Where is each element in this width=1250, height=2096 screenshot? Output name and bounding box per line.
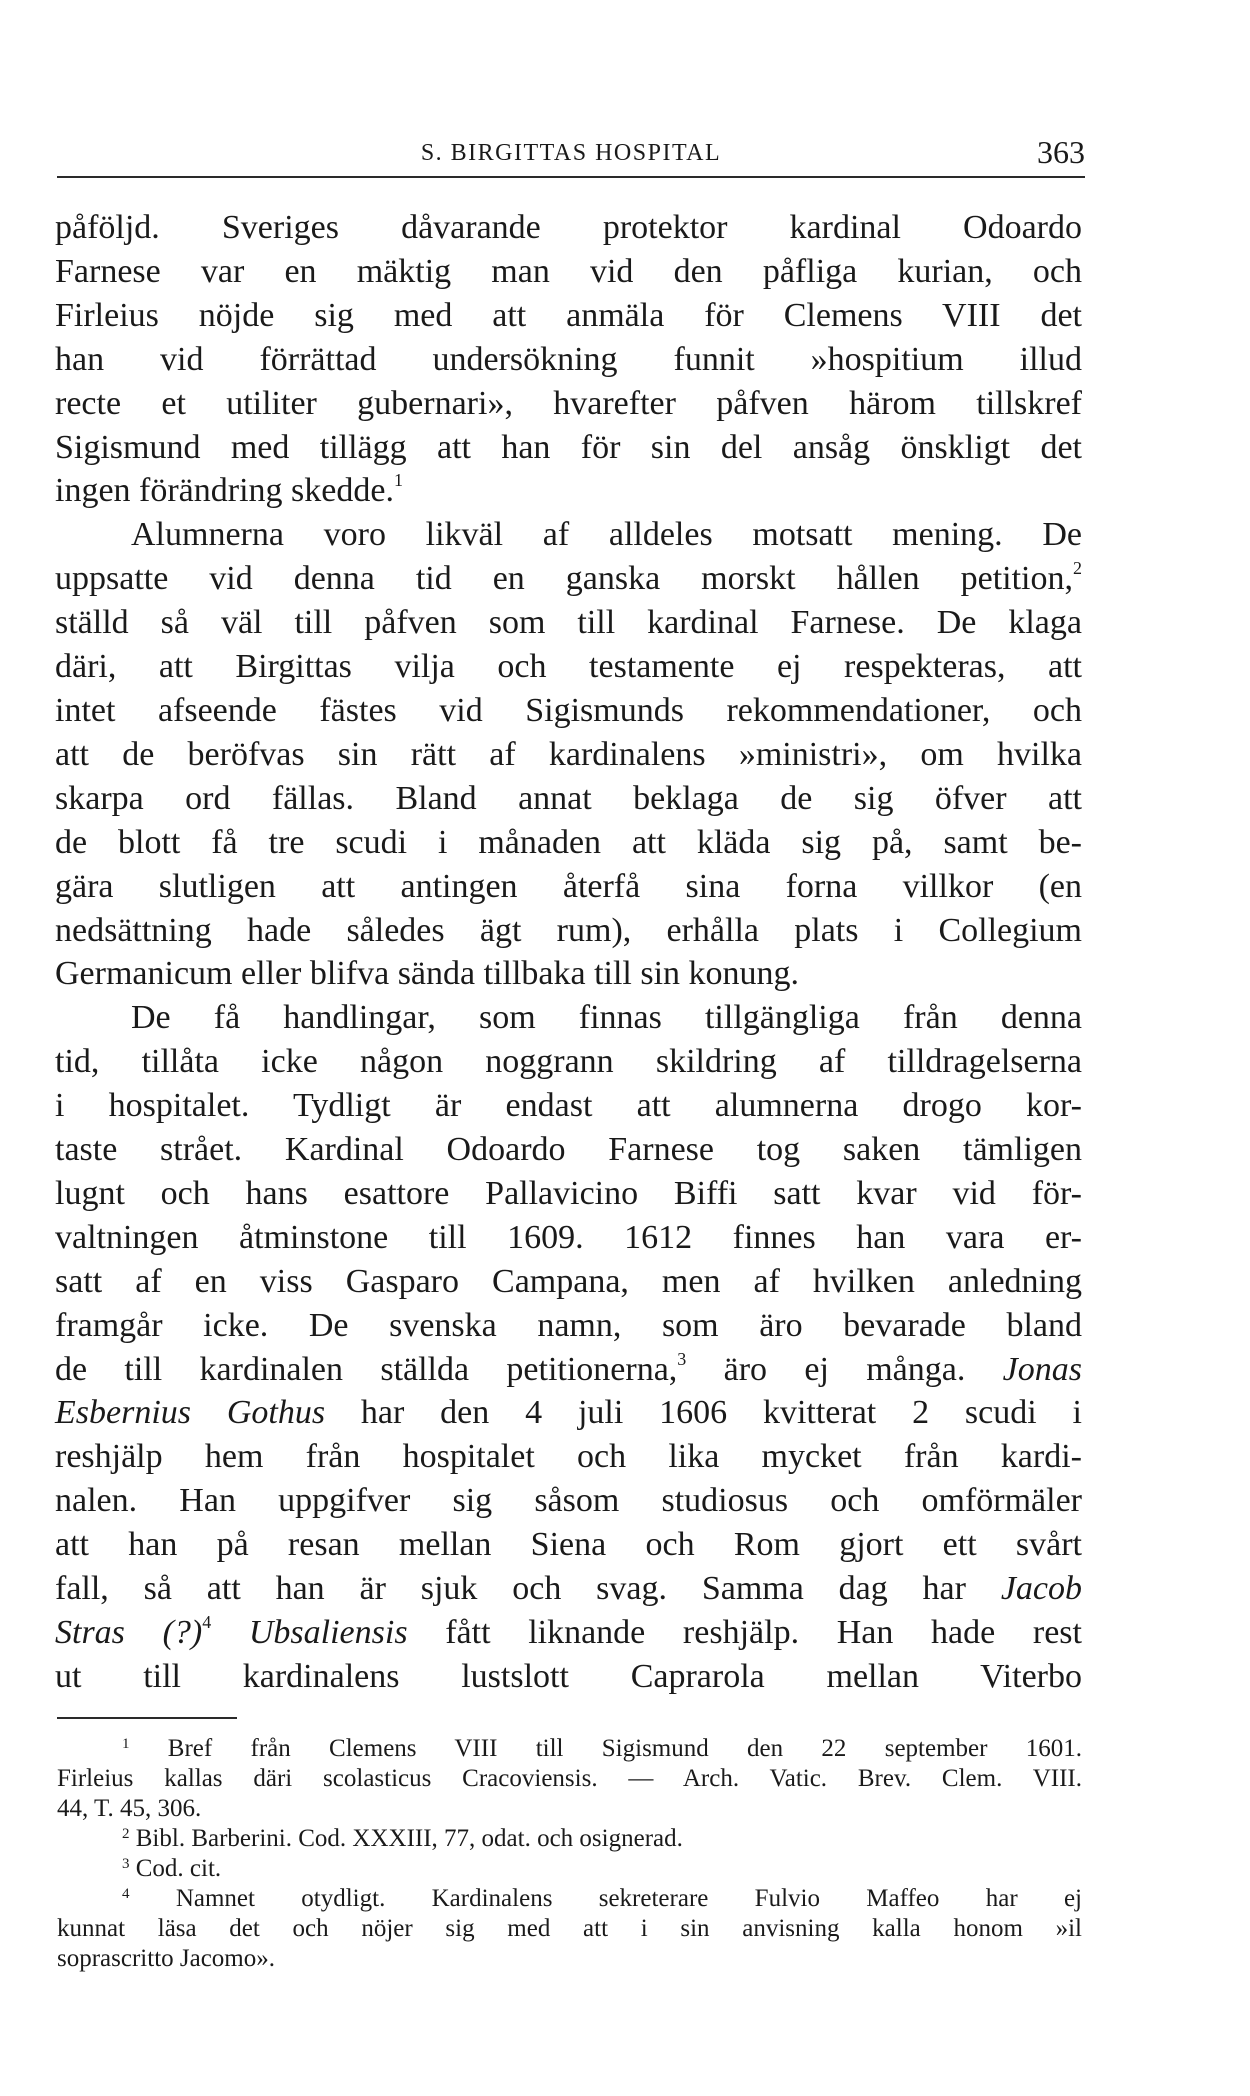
text-run: fått liknande reshjälp. Han hade rest (407, 1614, 1082, 1651)
footnote-mark: 3 (122, 1856, 130, 1872)
text-line (55, 1611, 1082, 1655)
text-line (55, 1567, 1082, 1611)
italic-name: Esbernius Gothus (55, 1394, 326, 1432)
text-line: att han på resan mellan Siena och Rom gjort ett svårt (55, 1526, 1082, 1564)
text-line: intet afseende fästes vid Sigismunds rekommendationer, och (55, 691, 1082, 729)
footnote-mark: 1 (122, 1736, 130, 1752)
page-number: 363 (1037, 134, 1085, 170)
footnote-4 (57, 1884, 1082, 1974)
text-line: framgår icke. De svenska namn, som äro bevarade bland (55, 1306, 1082, 1344)
italic-name: Stras (?) (55, 1614, 203, 1651)
text-run: Cod. cit. (135, 1855, 222, 1882)
text-line: skarpa ord fällas. Bland annat beklaga de sig öfver att (55, 779, 1082, 817)
text-run: ingen förändring skedde. (55, 472, 394, 510)
text-line: påföljd. Sveriges dåvarande protektor kardinal Odoardo (55, 209, 1082, 246)
text-line (55, 1348, 1082, 1392)
paragraph-1 (55, 206, 1082, 513)
text-line: tid, tillåta icke någon noggrann skildring af tilldragelserna (55, 1043, 1082, 1081)
paragraph-3 (55, 996, 1082, 1699)
text-line: lugnt och hans esattore Pallavicino Biffi satt kvar vid för- (55, 1174, 1082, 1212)
footnote-2 (57, 1824, 1082, 1854)
text-line (55, 557, 1082, 601)
footnote-line (57, 1824, 1082, 1854)
text-line: satt af en viss Gasparo Campana, men af hvilken anledning (55, 1262, 1082, 1300)
text-line: taste strået. Kardinal Odoardo Farnese tog saken tämligen (55, 1131, 1082, 1169)
text-line: De få handlingar, som finnas tillgängliga från denna (131, 999, 1082, 1037)
text-line: Sigismund med tillägg att han för sin del ansåg önskligt det (55, 428, 1082, 466)
text-line: Firleius nöjde sig med att anmäla för Clemens VIII det (55, 296, 1082, 334)
text-line: reshjälp hem från hospitalet och lika mycket från kardi- (55, 1438, 1082, 1476)
running-title: S. BIRGITTAS HOSPITAL (420, 140, 722, 166)
footnote-1 (57, 1734, 1082, 1824)
text-line: däri, att Birgittas vilja och testamente ej respekteras, att (55, 648, 1082, 686)
text-line: han vid förrättad undersökning funnit »hospitium illud (55, 340, 1082, 378)
text-run: Bref från Clemens VIII till Sigismund den 22 september 1601. (167, 1735, 1082, 1762)
footnote-line: 44, T. 45, 306. (57, 1795, 202, 1822)
footnote-line (57, 1884, 1082, 1914)
text-run: Bibl. Barberini. Cod. XXXIII, 77, odat. och osignerad. (135, 1825, 683, 1852)
text-line: gära slutligen att antingen återfå sina forna villkor (en (55, 867, 1082, 905)
text-line (55, 1391, 1082, 1435)
footnote-reference: 1 (393, 470, 403, 491)
text-run: äro ej många. (686, 1350, 1003, 1388)
text-line: de blott få tre scudi i månaden att kläda sig på, samt be- (55, 823, 1082, 861)
text-run: de till kardinalen ställda petitionerna, (55, 1350, 678, 1388)
italic-name: Jacob (1000, 1570, 1082, 1608)
text-line: Alumnerna voro likväl af alldeles motsatt mening. De (131, 516, 1082, 554)
italic-name: Jonas (1002, 1350, 1082, 1388)
footnote-3 (57, 1854, 1082, 1884)
text-line: i hospitalet. Tydligt är endast att alumnerna drogo kor- (55, 1087, 1082, 1125)
footnote-reference: 2 (1073, 558, 1082, 579)
footnote-mark: 4 (122, 1886, 130, 1902)
footnote-separator (57, 1717, 237, 1719)
text-run: har den 4 juli 1606 kvitterat 2 scudi i (325, 1394, 1082, 1432)
text-line: nedsättning hade således ägt rum), erhålla plats i Collegium (55, 911, 1082, 949)
footnotes (57, 1734, 1082, 1974)
footnote-line (57, 1734, 1082, 1764)
text-line: valtningen åtminstone till 1609. 1612 finnes han vara er- (55, 1218, 1082, 1256)
text-line (55, 469, 1082, 513)
text-run: uppsatte vid denna tid en ganska morskt hållen petition, (55, 560, 1073, 598)
text-line: att de beröfvas sin rätt af kardinalens »ministri», om hvilka (55, 735, 1082, 773)
text-run: Namnet otydligt. Kardinalens sekreterare Fulvio Maffeo har ej (175, 1885, 1082, 1912)
footnote-reference: 4 (202, 1612, 212, 1632)
text-line: ut till kardinalens lustslott Caprarola mellan Viterbo (55, 1657, 1082, 1695)
text-line: recte et utiliter gubernari», hvarefter påfven härom tillskref (55, 384, 1082, 422)
footnote-line (57, 1854, 1082, 1884)
footnote-reference: 3 (677, 1348, 687, 1369)
paragraph-2 (55, 513, 1082, 996)
footnote-line: kunnat läsa det och nöjer sig med att i sin anvisning kalla honom »il (57, 1915, 1082, 1942)
footnote-mark: 2 (122, 1826, 130, 1842)
body-text (55, 206, 1082, 1699)
footnote-line: Firleius kallas däri scolasticus Cracoviensis. — Arch. Vatic. Brev. Clem. VIII. (57, 1765, 1082, 1792)
text-line: ställd så väl till påfven som till kardinal Farnese. De klaga (55, 604, 1082, 642)
page-header (57, 136, 1085, 178)
text-line: nalen. Han uppgifver sig såsom studiosus och omförmäler (55, 1482, 1082, 1520)
italic-name: Ubsaliensis (211, 1614, 408, 1651)
text-line: Germanicum eller blifva sända tillbaka till sin konung. (55, 955, 800, 993)
footnote-line: soprascritto Jacomo». (57, 1945, 276, 1972)
text-run: fall, så att han är sjuk och svag. Samma dag har (55, 1570, 1001, 1608)
text-line: Farnese var en mäktig man vid den påfliga kurian, och (55, 252, 1082, 290)
